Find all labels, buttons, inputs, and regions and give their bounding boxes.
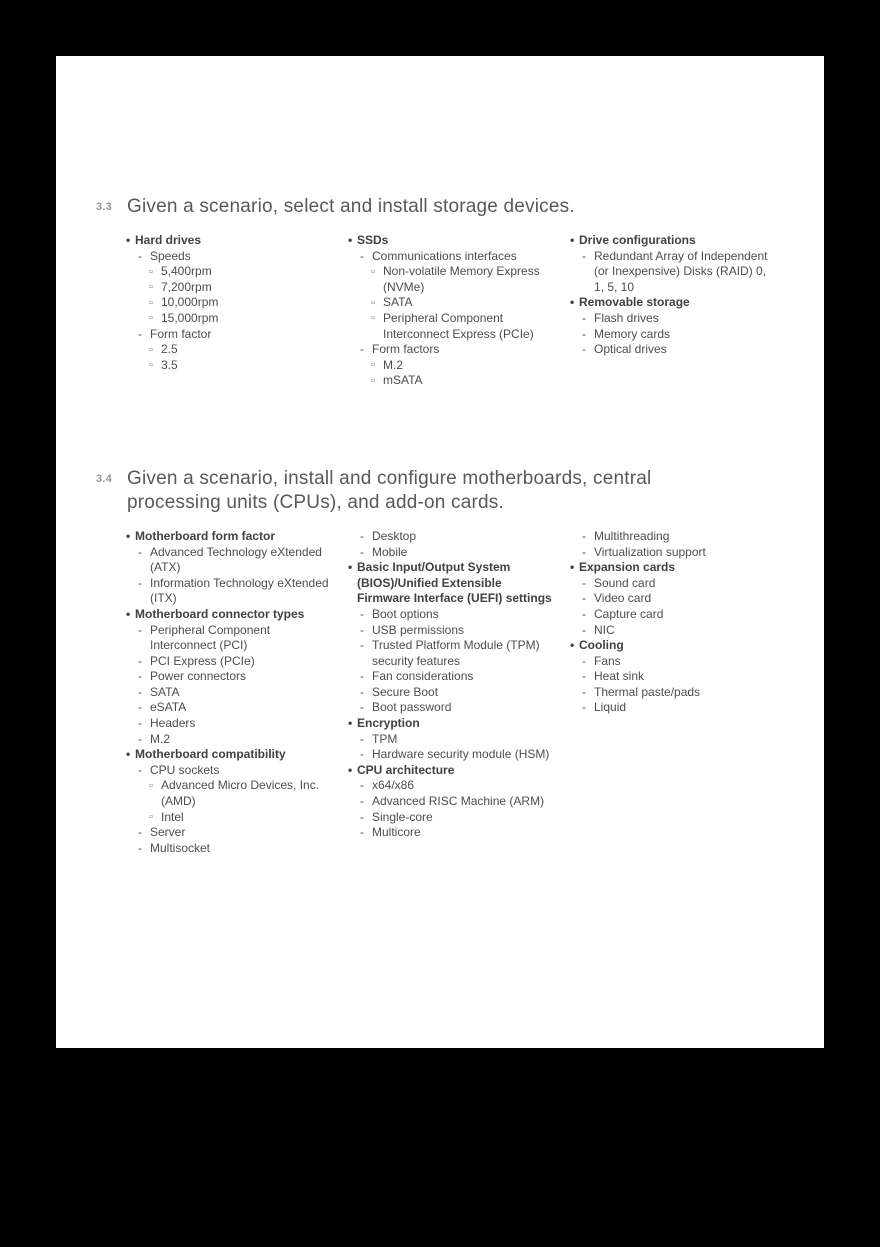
list-item-text: 5,400rpm <box>161 264 212 279</box>
list-item <box>571 576 774 592</box>
list-item-text: Non-volatile Memory Express (NVMe) <box>383 264 540 294</box>
list-item-text: Intel <box>161 809 184 824</box>
bullet-icon: • <box>348 560 353 575</box>
list-item-text: Basic Input/Output System (BIOS)/Unified Extensible Firmware Interface (UEFI) settings <box>357 560 552 606</box>
list-item-text: Expansion cards <box>579 560 676 575</box>
list-item <box>127 732 330 748</box>
list-item-text: Peripheral Component Interconnect Express (PCIe) <box>383 310 534 341</box>
list-item-text: Boot password <box>372 700 452 715</box>
dash-icon: - <box>582 248 586 263</box>
list-item-text: Mobile <box>372 544 408 559</box>
list-item-text: Trusted Platform Module (TPM) security features <box>372 638 540 668</box>
square-icon: ▫ <box>149 312 153 325</box>
list-item-text: x64/x86 <box>372 778 415 793</box>
list-item-text: Power connectors <box>150 669 247 684</box>
list-column <box>127 529 330 856</box>
dash-icon: - <box>360 248 364 263</box>
list-item-text: eSATA <box>150 700 187 715</box>
dash-icon: - <box>360 528 364 543</box>
list-item-text: SATA <box>383 295 413 310</box>
list-item-text: Speeds <box>150 248 191 263</box>
list-item-text: PCI Express (PCIe) <box>150 653 255 668</box>
list-item <box>349 778 552 794</box>
list-item-text: Redundant Array of Independent (or Inexpensive) Disks (RAID) 0, 1, 5, 10 <box>594 248 768 294</box>
dash-icon: - <box>138 248 142 263</box>
list-item-text: 2.5 <box>161 342 178 357</box>
dash-icon: - <box>360 778 364 793</box>
section-number: 3.3 <box>96 201 112 213</box>
list-column <box>571 233 774 358</box>
dash-icon: - <box>138 700 142 715</box>
square-icon: ▫ <box>149 779 153 792</box>
list-item-text: Fan considerations <box>372 669 474 684</box>
dash-icon: - <box>582 528 586 543</box>
square-icon: ▫ <box>149 281 153 294</box>
list-item-text: Advanced Micro Devices, Inc. (AMD) <box>161 778 320 809</box>
list-item-text: 15,000rpm <box>161 310 219 325</box>
dash-icon: - <box>360 809 364 824</box>
dash-icon: - <box>360 342 364 357</box>
square-icon: ▫ <box>149 265 153 278</box>
list-item <box>127 763 330 779</box>
list-item <box>127 233 330 249</box>
dash-icon: - <box>582 669 586 684</box>
list-item <box>571 342 774 358</box>
list-item <box>127 342 330 358</box>
list-item-text: Capture card <box>594 606 664 621</box>
dash-icon: - <box>138 326 142 341</box>
square-icon: ▫ <box>371 374 375 387</box>
dash-icon: - <box>360 606 364 621</box>
list-item <box>349 700 552 716</box>
section-columns <box>127 529 774 856</box>
dash-icon: - <box>138 544 142 559</box>
list-item <box>571 249 774 296</box>
section-header <box>96 467 774 515</box>
section-title: Given a scenario, install and configure motherboards, central processing units (CPUs), and add-on cards. <box>127 467 652 513</box>
list-item-text: Headers <box>150 716 196 731</box>
list-item <box>571 233 774 249</box>
dash-icon: - <box>360 638 364 653</box>
list-item-text: Hard drives <box>135 233 202 247</box>
list-item-text: Encryption <box>357 716 420 731</box>
list-item-text: Thermal paste/pads <box>594 684 701 699</box>
dash-icon: - <box>138 762 142 777</box>
list-item <box>349 311 552 342</box>
list-item <box>349 685 552 701</box>
list-item <box>349 638 552 669</box>
square-icon: ▫ <box>149 343 153 356</box>
list-item <box>127 295 330 311</box>
list-item <box>127 529 330 545</box>
list-item-text: Motherboard form factor <box>135 528 276 543</box>
dash-icon: - <box>138 731 142 746</box>
list-item-text: Desktop <box>372 528 417 543</box>
dash-icon: - <box>360 669 364 684</box>
list-item <box>571 607 774 623</box>
dash-icon: - <box>360 825 364 840</box>
dash-icon: - <box>582 622 586 637</box>
list-item <box>127 545 330 576</box>
list-item-text: TPM <box>372 731 398 746</box>
list-item-text: Fans <box>594 653 621 668</box>
list-item-text: M.2 <box>150 731 171 746</box>
list-item <box>127 358 330 374</box>
list-item-text: Multithreading <box>594 528 670 543</box>
list-item-text: Multicore <box>372 825 421 840</box>
list-item-text: mSATA <box>383 373 423 388</box>
list-item-text: Peripheral Component Interconnect (PCI) <box>150 622 271 653</box>
dash-icon: - <box>582 544 586 559</box>
square-icon: ▫ <box>149 359 153 372</box>
list-item <box>571 311 774 327</box>
list-item <box>349 763 552 779</box>
list-item-text: Sound card <box>594 575 656 590</box>
list-item-text: Removable storage <box>579 295 690 310</box>
dash-icon: - <box>582 591 586 606</box>
dash-icon: - <box>582 310 586 325</box>
dash-icon: - <box>360 544 364 559</box>
dash-icon: - <box>582 342 586 357</box>
list-item-text: USB permissions <box>372 622 465 637</box>
list-item <box>349 810 552 826</box>
list-item <box>571 591 774 607</box>
dash-icon: - <box>138 840 142 855</box>
dash-icon: - <box>582 575 586 590</box>
list-item-text: Cooling <box>579 638 624 653</box>
square-icon: ▫ <box>371 296 375 309</box>
list-column <box>571 529 774 716</box>
list-item <box>571 700 774 716</box>
list-item <box>571 623 774 639</box>
list-item <box>349 623 552 639</box>
list-column <box>349 233 552 389</box>
list-item <box>571 295 774 311</box>
square-icon: ▫ <box>149 296 153 309</box>
list-item <box>127 841 330 857</box>
dash-icon: - <box>360 794 364 809</box>
list-item <box>349 295 552 311</box>
list-item <box>349 264 552 295</box>
list-item-text: M.2 <box>383 357 404 372</box>
list-item <box>349 669 552 685</box>
list-item <box>127 280 330 296</box>
list-item <box>349 545 552 561</box>
list-item <box>349 607 552 623</box>
list-item <box>571 685 774 701</box>
list-item-text: Boot options <box>372 606 439 621</box>
bullet-icon: • <box>126 747 131 762</box>
list-item-text: Information Technology eXtended (ITX) <box>150 575 329 606</box>
list-item <box>127 825 330 841</box>
list-item <box>127 778 330 809</box>
list-item <box>127 607 330 623</box>
list-item-text: Multisocket <box>150 840 211 855</box>
dash-icon: - <box>360 684 364 699</box>
list-item <box>127 747 330 763</box>
list-item-text: Single-core <box>372 809 433 824</box>
dash-icon: - <box>138 575 142 590</box>
list-item <box>349 794 552 810</box>
section-title: Given a scenario, select and install storage devices. <box>127 196 575 217</box>
bullet-icon: • <box>570 233 575 247</box>
list-item-text: SATA <box>150 684 180 699</box>
list-item-text: Form factor <box>150 326 212 341</box>
bullet-icon: • <box>570 560 575 575</box>
dash-icon: - <box>138 716 142 731</box>
list-item-text: Server <box>150 825 186 840</box>
list-item <box>349 358 552 374</box>
list-item-text: Advanced Technology eXtended (ATX) <box>150 544 322 575</box>
list-item-text: Flash drives <box>594 310 659 325</box>
section-columns <box>127 233 774 389</box>
dash-icon: - <box>582 684 586 699</box>
list-item-text: 3.5 <box>161 357 178 372</box>
list-item <box>349 560 552 607</box>
list-item <box>127 327 330 343</box>
list-item-text: Memory cards <box>594 326 671 341</box>
list-item-text: Heat sink <box>594 669 645 684</box>
list-item-text: 7,200rpm <box>161 279 212 294</box>
bullet-icon: • <box>126 606 131 621</box>
square-icon: ▫ <box>371 359 375 372</box>
dash-icon: - <box>582 326 586 341</box>
objective-section <box>96 467 774 856</box>
list-item <box>349 529 552 545</box>
list-item <box>571 560 774 576</box>
dash-icon: - <box>360 731 364 746</box>
dash-icon: - <box>582 700 586 715</box>
list-item-text: Hardware security module (HSM) <box>372 747 550 762</box>
list-item <box>127 623 330 654</box>
square-icon: ▫ <box>371 312 375 325</box>
list-item <box>127 576 330 607</box>
list-item <box>571 327 774 343</box>
bullet-icon: • <box>126 233 131 247</box>
dash-icon: - <box>360 747 364 762</box>
dash-icon: - <box>582 606 586 621</box>
dash-icon: - <box>138 669 142 684</box>
list-item <box>571 529 774 545</box>
list-item-text: SSDs <box>357 233 389 247</box>
list-item <box>127 810 330 826</box>
bullet-icon: • <box>126 528 131 543</box>
list-item <box>349 732 552 748</box>
document-page <box>56 56 824 1048</box>
list-item <box>127 669 330 685</box>
dash-icon: - <box>582 653 586 668</box>
list-item-text: CPU architecture <box>357 762 455 777</box>
list-item-text: Virtualization support <box>594 544 706 559</box>
list-item <box>349 747 552 763</box>
list-item-text: Motherboard connector types <box>135 606 305 621</box>
section-header <box>96 195 774 219</box>
list-item <box>349 716 552 732</box>
bullet-icon: • <box>348 762 353 777</box>
list-item <box>571 654 774 670</box>
list-item-text: Form factors <box>372 342 440 357</box>
list-item <box>127 264 330 280</box>
dash-icon: - <box>138 825 142 840</box>
list-item <box>349 249 552 265</box>
list-item-text: Drive configurations <box>579 233 696 247</box>
list-item <box>127 700 330 716</box>
list-item-text: Video card <box>594 591 652 606</box>
list-item-text: Motherboard compatibility <box>135 747 286 762</box>
list-item-text: 10,000rpm <box>161 295 219 310</box>
list-item-text: Communications interfaces <box>372 248 517 263</box>
bullet-icon: • <box>570 295 575 310</box>
list-item <box>571 669 774 685</box>
list-item <box>127 249 330 265</box>
dash-icon: - <box>360 700 364 715</box>
list-item-text: Liquid <box>594 700 627 715</box>
list-item <box>349 233 552 249</box>
list-item <box>571 638 774 654</box>
list-item <box>127 716 330 732</box>
square-icon: ▫ <box>371 265 375 278</box>
section-number: 3.4 <box>96 472 112 485</box>
list-item-text: CPU sockets <box>150 762 220 777</box>
list-item <box>349 825 552 841</box>
objective-section <box>96 195 774 389</box>
list-column <box>127 233 330 373</box>
bullet-icon: • <box>570 638 575 653</box>
list-item-text: Secure Boot <box>372 684 439 699</box>
bullet-icon: • <box>348 716 353 731</box>
dash-icon: - <box>138 684 142 699</box>
list-item <box>349 342 552 358</box>
list-item-text: NIC <box>594 622 615 637</box>
list-item <box>349 373 552 389</box>
bullet-icon: • <box>348 233 353 247</box>
list-item-text: Advanced RISC Machine (ARM) <box>372 794 545 809</box>
dash-icon: - <box>138 622 142 637</box>
list-item-text: Optical drives <box>594 342 667 357</box>
list-item <box>127 311 330 327</box>
list-item <box>571 545 774 561</box>
list-item <box>127 654 330 670</box>
dash-icon: - <box>138 653 142 668</box>
list-item <box>127 685 330 701</box>
list-column <box>349 529 552 841</box>
square-icon: ▫ <box>149 811 153 824</box>
dash-icon: - <box>360 622 364 637</box>
